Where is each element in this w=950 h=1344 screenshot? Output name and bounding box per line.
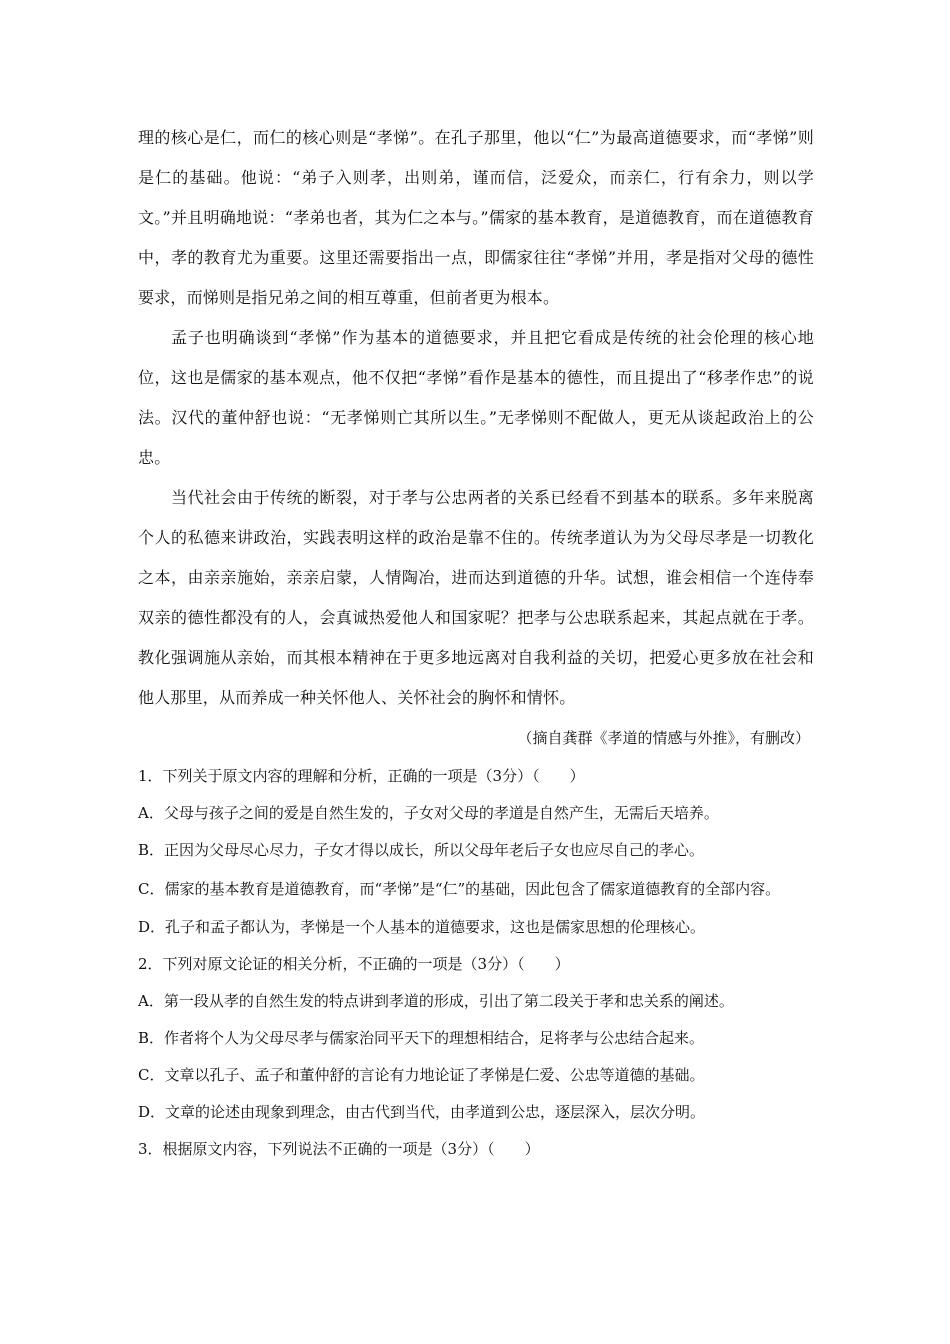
passage-paragraph-2: 孟子也明确谈到“孝悌”作为基本的道德要求，并且把它看成是传统的社会伦理的核心地位，这也是儒家的基本观点，他不仅把“孝悌”看作是基本的德性，而且提出了“移孝作忠”的说法。汉代的董仲舒也说：“无孝悌则亡其所以生。”无孝悌则不配做人，更无从谈起政治上的公忠。 — [138, 328, 814, 467]
question-2-option-c: C．文章以孔子、孟子和董仲舒的言论有力地论证了孝悌是仁爱、公忠等道德的基础。 — [138, 1066, 705, 1084]
question-3-stem: 3．根据原文内容，下列说法不正确的一项是（3分）（ ） — [138, 1140, 540, 1158]
question-1-option-b: B．正因为父母尽心尽力，子女才得以成长，所以父母年老后子女也应尽自己的孝心。 — [138, 841, 705, 859]
question-2-option-d: D．文章的论述由现象到理念，由古代到当代，由孝道到公忠，逐层深入，层次分明。 — [138, 1103, 706, 1121]
document-page — [138, 118, 814, 1168]
question-1-option-c: C．儒家的基本教育是道德教育，而“孝悌”是“仁”的基础，因此包含了儒家道德教育的全部内容。 — [138, 880, 781, 898]
question-2-option-a: A．第一段从孝的自然生发的特点讲到孝道的形成，引出了第二段关于孝和忠关系的阐述。 — [138, 992, 734, 1010]
question-2-stem: 2．下列对原文论证的相关分析，不正确的一项是（3分）（ ） — [138, 955, 570, 973]
question-2 — [138, 946, 814, 1131]
question-1-option-a: A．父母与孩子之间的爱是自然生发的，子女对父母的孝道是自然产生，无需后天培养。 — [138, 804, 719, 822]
passage-paragraph-3: 当代社会由于传统的断裂，对于孝与公忠两者的关系已经看不到基本的联系。多年来脱离个人的私德来讲政治，实践表明这样的政治是靠不住的。传统孝道认为为父母尽孝是一切教化之本，由亲亲施始，亲亲启蒙，人情陶冶，进而达到道德的升华。试想，谁会相信一个连侍奉双亲的德性都没有的人，会真诚热爱他人和国家呢？把孝与公忠联系起来，其起点就在于孝。教化强调施从亲始，而其根本精神在于更多地远离对自我利益的关切，把爱心更多放在社会和他人那里，从而养成一种关怀他人、关怀社会的胸怀和情怀。 — [138, 488, 814, 707]
question-1-stem: 1．下列关于原文内容的理解和分析，正确的一项是（3分）（ ） — [138, 767, 585, 785]
question-3 — [138, 1131, 814, 1168]
passage-paragraph-1: 理的核心是仁，而仁的核心则是“孝悌”。在孔子那里，他以“仁”为最高道德要求，而“孝悌”则是仁的基础。他说：“弟子入则孝，出则弟，谨而信，泛爱众，而亲仁，行有余力，则以学文。”并且明确地说：“孝弟也者，其为仁之本与。”儒家的基本教育，是道德教育，而在道德教育中，孝的教育尤为重要。这里还需要指出一点，即儒家往往“孝悌”并用，孝是指对父母的德性要求，而悌则是指兄弟之间的相互尊重，但前者更为根本。 — [138, 128, 814, 307]
passage-source: （摘自龚群《孝道的情感与外推》，有删改） — [517, 729, 810, 747]
question-1-option-d: D．孔子和孟子都认为，孝悌是一个人基本的道德要求，这也是儒家思想的伦理核心。 — [138, 918, 706, 936]
question-1 — [138, 758, 814, 946]
question-2-option-b: B．作者将个人为父母尽孝与儒家治同平天下的理想相结合，足将孝与公忠结合起来。 — [138, 1029, 705, 1047]
